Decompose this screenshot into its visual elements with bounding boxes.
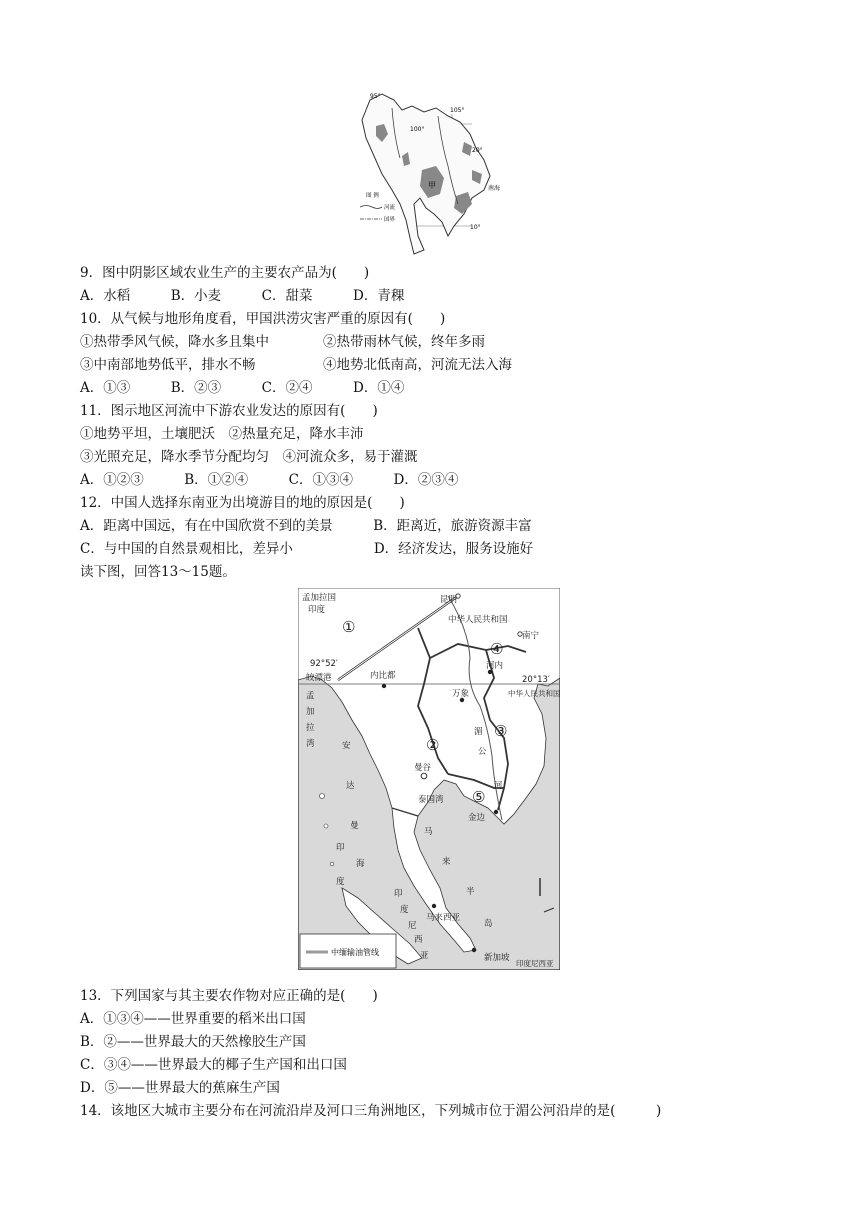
label-singapore: 新加坡 bbox=[484, 953, 510, 963]
question-13-option-a: A．①③④——世界重要的稻米出口国 bbox=[80, 1011, 306, 1027]
question-9-stem: 9．图中阴影区域农业生产的主要农产品为( ) bbox=[80, 265, 370, 281]
circled-4: ④ bbox=[490, 640, 504, 658]
question-13-option-b: B．②——世界最大的天然橡胶生产国 bbox=[80, 1034, 306, 1050]
label-mekong-2: 公 bbox=[478, 747, 487, 757]
label-malay-2: 来 bbox=[442, 857, 451, 867]
question-11-line1: ①地势平坦，土壤肥沃 ②热量充足，降水丰沛 bbox=[80, 426, 364, 442]
label-malay-4: 岛 bbox=[484, 919, 493, 929]
question-11-options: A．①②③ B．①②④ C．①③④ D．②③④ bbox=[80, 472, 459, 488]
label-vientiane: 万象 bbox=[452, 689, 470, 699]
label-bangladesh: 孟加拉国 bbox=[302, 593, 337, 603]
label-malay-3: 半 bbox=[466, 887, 475, 897]
label-bay-2: 加 bbox=[306, 707, 315, 717]
label-malaysia: 马来西亚 bbox=[426, 913, 461, 923]
lat-20-label: 20° bbox=[472, 147, 483, 154]
question-11-line2: ③光照充足，降水季节分配均匀 ④河流众多，易于灌溉 bbox=[80, 449, 418, 465]
label-india-islands-2: 度 bbox=[336, 877, 345, 887]
label-nanning: 南宁 bbox=[522, 631, 540, 641]
question-12-line1: A．距离中国远，有在中国欣赏不到的美景 B．距离近，旅游资源丰富 bbox=[80, 518, 532, 534]
label-bangkok: 曼谷 bbox=[414, 763, 432, 773]
label-longitude: 92°52′ bbox=[310, 659, 338, 669]
label-indonesia: 印度尼西亚 bbox=[516, 959, 554, 968]
label-phnom-penh: 金边 bbox=[468, 813, 486, 823]
label-mekong-1: 湄 bbox=[474, 727, 483, 737]
label-indonesia-w-2: 度 bbox=[400, 905, 409, 915]
circled-3: ③ bbox=[494, 722, 508, 740]
legend-title: 图 例 bbox=[366, 193, 379, 199]
label-latitude: 20°13′ bbox=[522, 675, 550, 685]
question-14-stem: 14．该地区大城市主要分布在河流沿岸及河口三角洲地区，下列城市位于湄公河沿岸的是( ) bbox=[80, 1103, 662, 1119]
question-12-line2: C．与中国的自然景观相比，差异小 D．经济发达，服务设施好 bbox=[80, 541, 534, 557]
question-10-line2: ③中南部地势低平，排水不畅 ④地势北低南高，河流无法入海 bbox=[80, 357, 512, 373]
question-13-stem: 13．下列国家与其主要农作物对应正确的是( ) bbox=[80, 988, 378, 1004]
south-china-sea-label: 南海 bbox=[488, 185, 501, 192]
question-13-option-d: D．⑤——世界最大的蕉麻生产国 bbox=[80, 1080, 280, 1096]
question-11-stem: 11．图示地区河流中下游农业发达的原因有( ) bbox=[80, 403, 378, 419]
label-bay-4: 湾 bbox=[306, 739, 315, 749]
label-bay-1: 孟 bbox=[306, 691, 315, 701]
lat-10-label: 10° bbox=[470, 224, 481, 231]
label-gulf-thailand: 泰国湾 bbox=[418, 795, 444, 805]
label-andaman-3: 曼 bbox=[350, 821, 359, 831]
legend-river: 河流 bbox=[384, 205, 396, 211]
label-bay-3: 拉 bbox=[306, 723, 315, 733]
label-andaman-2: 达 bbox=[346, 781, 355, 791]
question-12-stem: 12．中国人选择东南亚为出境游目的地的原因是( ) bbox=[80, 495, 405, 511]
question-10-stem: 10．从气候与地形角度看，甲国洪涝灾害严重的原因有( ) bbox=[80, 311, 446, 327]
lon-100-label: 100° bbox=[410, 126, 425, 133]
question-10-line1: ①热带季风气候，降水多且集中 ②热带雨林气候，终年多雨 bbox=[80, 334, 485, 350]
legend-border: 国界 bbox=[384, 217, 396, 223]
legend-pipeline: 中缅输油管线 bbox=[331, 948, 379, 957]
label-port: 皎漂港 bbox=[306, 673, 332, 683]
label-india-islands-1: 印 bbox=[336, 843, 345, 853]
label-mekong-3: 河 bbox=[494, 781, 503, 791]
lon-105-label: 105° bbox=[450, 107, 465, 114]
lon-95-label: 95° bbox=[370, 93, 381, 100]
question-13-option-c: C．③④——世界最大的椰子生产国和出口国 bbox=[80, 1057, 347, 1073]
circled-2: ② bbox=[426, 736, 440, 754]
label-naypyidaw: 内比都 bbox=[370, 671, 396, 681]
label-china-small: 中华人民共和国 bbox=[508, 689, 560, 698]
circled-5: ⑤ bbox=[472, 788, 486, 806]
label-kunming: 昆明 bbox=[440, 595, 458, 605]
label-indonesia-w-1: 印 bbox=[394, 889, 403, 899]
label-china: 中华人民共和国 bbox=[448, 615, 508, 625]
indochina-map bbox=[352, 86, 512, 258]
southeast-asia-map bbox=[298, 588, 560, 970]
question-9-options: A．水稻 B．小麦 C．甜菜 D．青稞 bbox=[80, 288, 405, 304]
label-andaman-4: 海 bbox=[356, 859, 365, 869]
label-india-top: 印度 bbox=[308, 605, 326, 615]
label-hanoi: 河内 bbox=[486, 661, 504, 671]
question-10-options: A．①③ B．②③ C．②④ D．①④ bbox=[80, 380, 405, 396]
country-jia-label: 甲 bbox=[428, 181, 436, 190]
label-indonesia-w-4: 西 bbox=[414, 935, 423, 945]
intro-13-15: 读下图，回答13～15题。 bbox=[80, 564, 236, 580]
label-indonesia-w-3: 尼 bbox=[408, 921, 417, 931]
label-malay-1: 马 bbox=[424, 827, 433, 837]
label-indonesia-w-5: 亚 bbox=[420, 951, 429, 961]
label-andaman-1: 安 bbox=[342, 741, 351, 751]
circled-1: ① bbox=[342, 618, 356, 636]
